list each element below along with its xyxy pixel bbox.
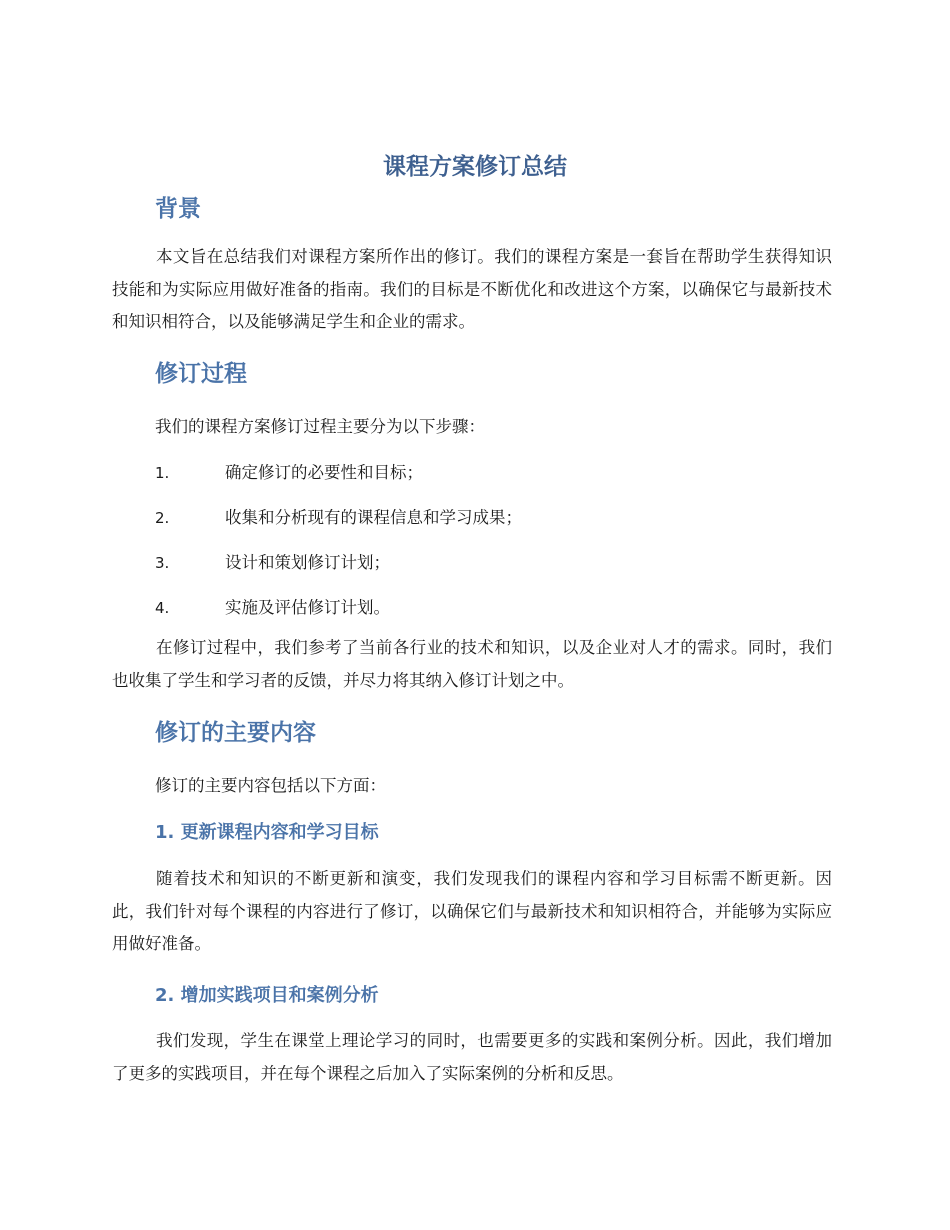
list-item-text: 确定修订的必要性和目标； xyxy=(225,463,423,482)
list-item-number: 3. xyxy=(155,554,170,572)
list-item-text: 设计和策划修订计划； xyxy=(225,553,390,572)
list-item-text: 实施及评估修订计划。 xyxy=(225,598,390,617)
subheading-update-content: 1. 更新课程内容和学习目标 xyxy=(155,822,379,843)
list-item xyxy=(155,594,390,618)
document-title: 课程方案修订总结 xyxy=(383,154,567,180)
list-item-number: 4. xyxy=(155,599,170,617)
list-item-number: 2. xyxy=(155,509,170,527)
list-item xyxy=(155,504,522,528)
list-item xyxy=(155,549,390,573)
paragraph-process: 在修订过程中，我们参考了当前各行业的技术和知识，以及企业对人才的需求。同时，我们也收集了学生和学习者的反馈，并尽力将其纳入修订计划之中。 xyxy=(112,638,832,690)
paragraph-practice-projects: 我们发现，学生在课堂上理论学习的同时，也需要更多的实践和案例分析。因此，我们增加了更多的实践项目，并在每个课程之后加入了实际案例的分析和反思。 xyxy=(112,1031,832,1083)
list-item xyxy=(155,459,423,483)
heading-revision-process: 修订过程 xyxy=(155,361,247,387)
heading-background: 背景 xyxy=(155,196,201,222)
paragraph-background: 本文旨在总结我们对课程方案所作出的修订。我们的课程方案是一套旨在帮助学生获得知识技能和为实际应用做好准备的指南。我们的目标是不断优化和改进这个方案，以确保它与最新技术和知识相符合，以及能够满足学生和企业的需求。 xyxy=(112,247,832,331)
paragraph-update-content: 随着技术和知识的不断更新和演变，我们发现我们的课程内容和学习目标需不断更新。因此，我们针对每个课程的内容进行了修订，以确保它们与最新技术和知识相符合，并能够为实际应用做好准备。 xyxy=(112,869,832,953)
subheading-practice-projects: 2. 增加实践项目和案例分析 xyxy=(155,985,379,1006)
process-intro: 我们的课程方案修订过程主要分为以下步骤： xyxy=(155,417,485,436)
main-content-intro: 修订的主要内容包括以下方面： xyxy=(155,776,386,795)
heading-main-content: 修订的主要内容 xyxy=(155,720,316,746)
list-item-text: 收集和分析现有的课程信息和学习成果； xyxy=(225,508,522,527)
list-item-number: 1. xyxy=(155,464,170,482)
